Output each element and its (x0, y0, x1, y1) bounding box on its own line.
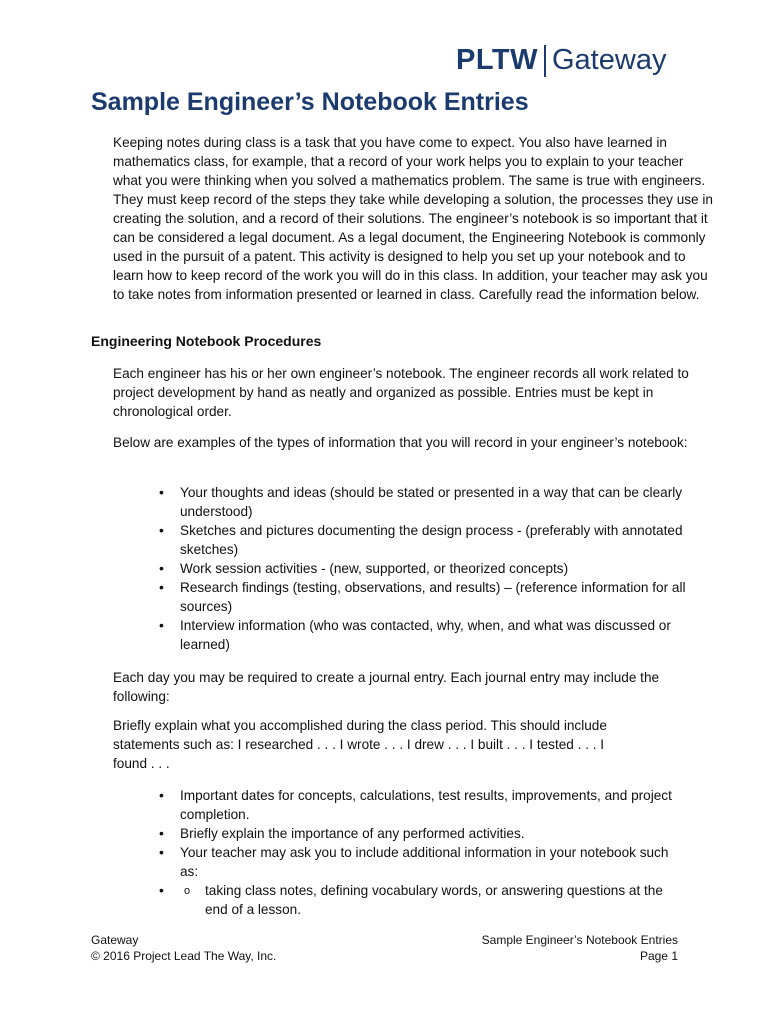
each-engineer-paragraph: Each engineer has his or her own engineer’s notebook. The engineer records all work related to project development by hand as neatly and organized as possible. Entries must be kept in chronological order. (113, 366, 689, 419)
list-item: • Work session activities - (new, supported, or theorized concepts) (159, 559, 689, 578)
list-item: • Interview information (who was contacted, why, when, and what was discussed or learned) (159, 616, 689, 654)
footer-right (482, 932, 678, 964)
footer-copyright: © 2016 Project Lead The Way, Inc. (91, 949, 277, 963)
list-item: • Important dates for concepts, calculations, test results, improvements, and project completion. (159, 786, 689, 824)
logo-program: Gateway (552, 44, 667, 76)
footer-program: Gateway (91, 933, 139, 947)
list-item: • Your thoughts and ideas (should be stated or presented in a way that can be clearly understood) (159, 483, 689, 521)
footer-left (91, 932, 276, 964)
list-item: • Research findings (testing, observations, and results) – (reference information for all sources) (159, 578, 689, 616)
sub-list-container (159, 881, 689, 919)
footer-doc-title: Sample Engineer’s Notebook Entries (481, 933, 678, 947)
list-item: • Your teacher may ask you to include additional information in your notebook such as: (159, 843, 689, 881)
examples-paragraph: Below are examples of the types of information that you will record in your engineer’s notebook: (113, 435, 688, 450)
info-types-list (159, 483, 689, 654)
list-item: o • taking class notes, defining vocabulary words, or answering questions at the end of a lesson. (159, 881, 689, 919)
footer-page-number: Page 1 (639, 949, 678, 963)
journal-sub-list (159, 881, 689, 919)
logo-brand: PLTW (456, 44, 538, 76)
page-title: Sample Engineer’s Notebook Entries (91, 88, 529, 116)
briefly-paragraph: Briefly explain what you accomplished during the class period. This should include statements such as: I researched . . . I wrote . . . I drew . . . I built . . . I tested . . . I found . . . (113, 718, 607, 771)
pltw-gateway-logo (456, 44, 666, 77)
section-heading: Engineering Notebook Procedures (91, 333, 322, 349)
journal-paragraph: Each day you may be required to create a journal entry. Each journal entry may include the following: (113, 670, 660, 704)
list-item: • Sketches and pictures documenting the design process - (preferably with annotated sketches) (159, 521, 689, 559)
journal-items-list (159, 786, 689, 919)
list-item: • Briefly explain the importance of any performed activities. (159, 824, 689, 843)
logo-divider (544, 45, 546, 77)
intro-paragraph: Keeping notes during class is a task that you have come to expect. You also have learned in mathematics class, for example, that a record of your work helps you to explain to your teacher what you were thinking when you solved a mathematics problem. The same is true with engineers. They must keep record of the steps they take while developing a solution, the processes they use in creating the solution, and a record of their solutions. The engineer’s notebook is so important that it can be considered a legal document. As a legal document, the Engineering Notebook is commonly used in the pursuit of a patent. This activity is designed to help you set up your notebook and to learn how to keep record of the work you will do in this class. In addition, your teacher may ask you to take notes from information presented or learned in class. Carefully read the information below. (113, 135, 713, 302)
